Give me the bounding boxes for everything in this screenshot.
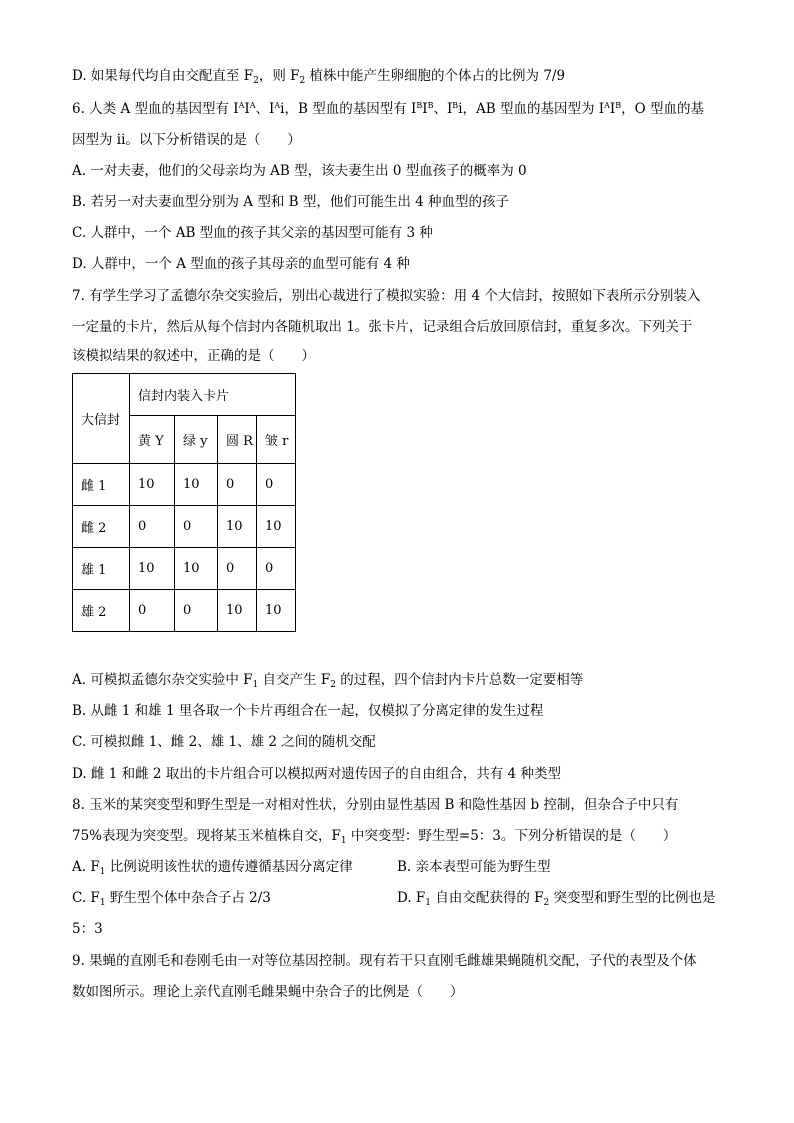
table-row bbox=[73, 464, 296, 506]
table-cell: 0 bbox=[130, 506, 175, 548]
subscript: 1 bbox=[425, 898, 432, 908]
q6-text: ，O 型血的基 bbox=[621, 101, 704, 117]
q5-option-d-text: D. 如果每代均自由交配直至 F bbox=[72, 68, 254, 84]
subscript: 1 bbox=[99, 867, 106, 877]
q6-text: i，B 型血的基因型有 I bbox=[280, 101, 417, 117]
subscript: 1 bbox=[340, 836, 347, 846]
q9-stem-line-1: 9. 果蝇的直刚毛和卷刚毛由一对等位基因控制。现有若干只直刚毛雌雄果蝇随机交配，子代的表型及个体 bbox=[72, 953, 697, 969]
table-row-name: 雌 2 bbox=[73, 506, 130, 548]
table-cell: 0 bbox=[175, 506, 218, 548]
q8-option-d bbox=[397, 888, 716, 908]
table-cell: 10 bbox=[257, 506, 296, 548]
q7-stem-line-2: 一定量的卡片，然后从每个信封内各随机取出 1。张卡片，记录组合后放回原信封，重复多次。下列关于 bbox=[72, 319, 693, 335]
q6-text: i，AB 型血的基因型为 I bbox=[458, 101, 605, 117]
q7-stem-line-3: 该模拟结果的叙述中，正确的是（ ） bbox=[72, 348, 315, 364]
table-row bbox=[73, 590, 296, 632]
table-cell: 0 bbox=[175, 590, 218, 632]
subscript: 1 bbox=[99, 898, 106, 908]
q8-text: 比例说明该性状的遗传遵循基因分离定律 bbox=[105, 859, 353, 875]
table-row bbox=[73, 506, 296, 548]
q6-option-b: B. 若另一对夫妻血型分别为 A 型和 B 型，他们可能生出 4 种血型的孩子 bbox=[72, 194, 510, 210]
q5-option-d bbox=[72, 66, 565, 86]
superscript: A bbox=[238, 101, 245, 110]
q6-text: I bbox=[609, 101, 616, 117]
q8-option-b: B. 亲本表型可能为野生型 bbox=[397, 859, 551, 875]
subscript: 2 bbox=[253, 76, 259, 86]
q6-text: 、I bbox=[255, 101, 275, 117]
table-cell: 0 bbox=[257, 464, 296, 506]
q8-option-c bbox=[72, 888, 271, 908]
table-cell: 0 bbox=[257, 548, 296, 590]
table-col-header: 绿 y bbox=[175, 416, 218, 464]
q9-stem-line-2: 数如图所示。理论上亲代直刚毛雌果蝇中杂合子的比例是（ ） bbox=[72, 984, 464, 1000]
superscript: A bbox=[604, 101, 610, 110]
table-cell: 10 bbox=[218, 506, 257, 548]
q6-stem-line-1 bbox=[72, 99, 704, 119]
superscript: B bbox=[615, 101, 622, 110]
q7-text: A. 可模拟孟德尔杂交实验中 F bbox=[72, 672, 253, 688]
table-col-header: 圆 R bbox=[218, 416, 257, 464]
superscript: A bbox=[274, 101, 281, 110]
q5-option-d-text: 植株中能产生卵细胞的个体占的比例为 7/9 bbox=[305, 68, 566, 84]
table-row-name: 雌 1 bbox=[73, 464, 130, 506]
q6-text: 6. 人类 A 型血的基因型有 I bbox=[72, 101, 239, 117]
table-cell: 0 bbox=[218, 548, 257, 590]
q7-option-b: B. 从雌 1 和雄 1 里各取一个卡片再组合在一起，仅模拟了分离定律的发生过程 bbox=[72, 703, 544, 719]
table-cell: 10 bbox=[257, 590, 296, 632]
q8-stem-line-2 bbox=[72, 826, 676, 846]
table-col-header: 皱 r bbox=[257, 416, 296, 464]
q6-stem-line-2: 因型为 ii。以下分析错误的是（ ） bbox=[72, 132, 301, 148]
q6-option-a: A. 一对夫妻，他们的父母亲均为 AB 型，该夫妻生出 0 型血孩子的概率为 0 bbox=[72, 163, 527, 179]
q5-option-d-text: ，则 F bbox=[258, 68, 300, 84]
q6-text: 、I bbox=[433, 101, 453, 117]
table-row-name: 雄 1 bbox=[73, 548, 130, 590]
q6-option-d: D. 人群中，一个 A 型血的孩子其母亲的血型可能有 4 种 bbox=[72, 256, 410, 272]
table-cell: 10 bbox=[130, 464, 175, 506]
subscript: 2 bbox=[543, 898, 550, 908]
q7-option-c: C. 可模拟雌 1、雌 2、雄 1、雄 2 之间的随机交配 bbox=[72, 734, 376, 750]
superscript: A bbox=[249, 101, 256, 110]
superscript: B bbox=[452, 101, 459, 110]
q8-stem-line-1: 8. 玉米的某突变型和野生型是一对相对性状，分别由显性基因 B 和隐性基因 b 控制，但杂合子中只有 bbox=[72, 797, 679, 813]
q8-text: 野生型个体中杂合子占 2/3 bbox=[105, 890, 271, 906]
q7-text: 自交产生 F bbox=[258, 672, 331, 688]
subscript: 2 bbox=[299, 76, 306, 86]
q8-option-d-continued: 5：3 bbox=[72, 921, 103, 937]
q7-text: 的过程，四个信封内卡片总数一定要相等 bbox=[335, 672, 584, 688]
q8-text: 自由交配获得的 F bbox=[431, 890, 544, 906]
superscript: B bbox=[427, 101, 434, 110]
q7-option-a bbox=[72, 670, 583, 690]
q6-option-c: C. 人群中，一个 AB 型血的孩子其父亲的基因型可能有 3 种 bbox=[72, 225, 433, 241]
q8-text: 中突变型：野生型=5：3。下列分析错误的是（ ） bbox=[346, 828, 677, 844]
table-cell: 10 bbox=[218, 590, 257, 632]
q8-text: D. F bbox=[397, 890, 426, 906]
table-cell: 10 bbox=[175, 464, 218, 506]
table-cell: 0 bbox=[218, 464, 257, 506]
table-group-header: 信封内装入卡片 bbox=[130, 374, 296, 416]
q8-option-a bbox=[72, 857, 353, 877]
q6-text: I bbox=[244, 101, 250, 117]
table-row-header: 大信封 bbox=[73, 374, 130, 464]
q8-text: A. F bbox=[72, 859, 100, 875]
table-row-name: 雄 2 bbox=[73, 590, 130, 632]
table-col-header: 黄 Y bbox=[130, 416, 175, 464]
q8-text: 75%表现为突变型。现将某玉米植株自交，F bbox=[72, 828, 341, 844]
superscript: B bbox=[416, 101, 423, 110]
q7-option-d: D. 雌 1 和雌 2 取出的卡片组合可以模拟两对遗传因子的自由组合，共有 4 种类型 bbox=[72, 766, 561, 782]
table-row bbox=[73, 548, 296, 590]
table-cell: 10 bbox=[175, 548, 218, 590]
card-table bbox=[72, 373, 296, 632]
table-cell: 10 bbox=[130, 548, 175, 590]
subscript: 2 bbox=[330, 680, 336, 690]
q8-text: C. F bbox=[72, 890, 100, 906]
subscript: 1 bbox=[252, 680, 259, 690]
q6-text: I bbox=[422, 101, 428, 117]
q8-text: 突变型和野生型的比例也是 bbox=[549, 890, 716, 906]
table-cell: 0 bbox=[130, 590, 175, 632]
q7-stem-line-1: 7. 有学生学习了孟德尔杂交实验后，别出心裁进行了模拟实验：用 4 个大信封，按照如下表所示分别装入 bbox=[72, 288, 701, 304]
